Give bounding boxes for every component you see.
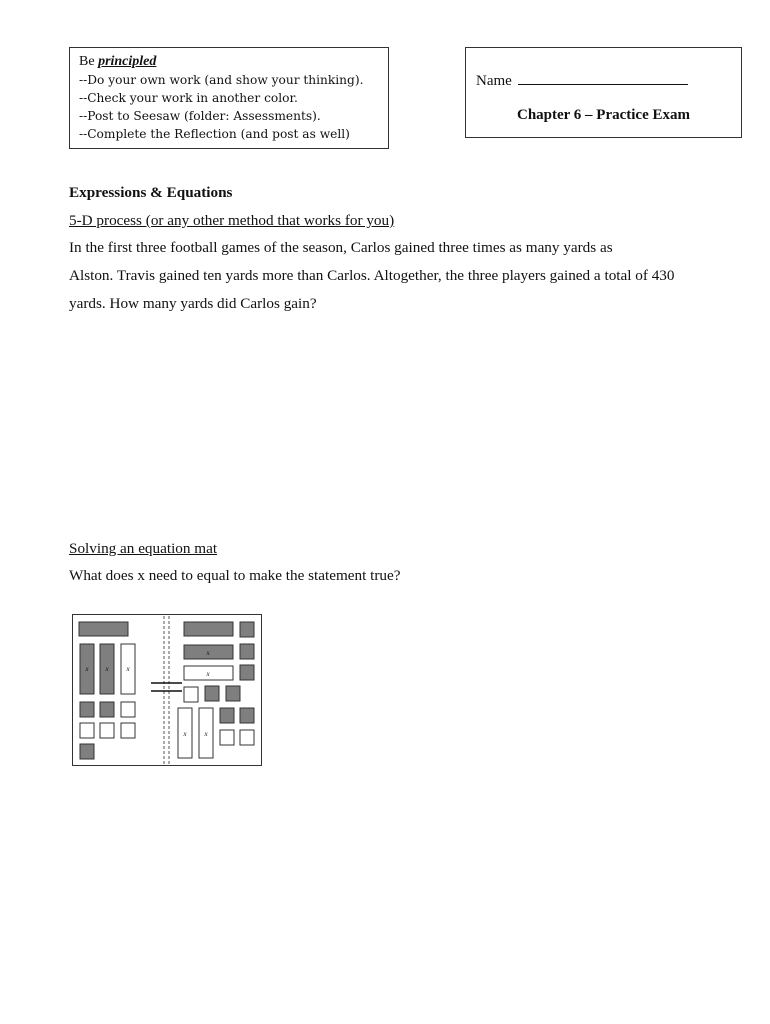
exam-title: Chapter 6 – Practice Exam [516,107,690,123]
x-label: x [204,730,208,738]
instruction-item: --Complete the Reflection (and post as well) [79,127,350,141]
instruction-item: --Do your own work (and show your thinking). [79,73,364,87]
x-label: x [206,670,210,678]
equation-mat [72,614,263,767]
mat-question: What does x need to equal to make the statement true? [69,567,401,584]
negative-unit-tile [100,702,114,717]
positive-unit-tile [220,730,234,745]
mat-subheading: Solving an equation mat [69,540,218,557]
positive-unit-tile [100,723,114,738]
long-negative-tile [79,622,128,636]
negative-unit-tile [205,686,219,701]
section-heading: Expressions & Equations [69,184,233,201]
x-label: x [126,665,130,673]
negative-unit-tile [240,622,254,637]
positive-unit-tile [121,702,135,717]
positive-unit-tile [80,723,94,738]
long-negative-tile [184,622,233,636]
negative-unit-tile [220,708,234,723]
problem-line: yards. How many yards did Carlos gain? [69,295,317,312]
x-label: x [206,649,210,657]
problem-line: Alston. Travis gained ten yards more than Carlos. Altogether, the three players gained a total of 430 [69,267,675,284]
instructions-title: Be principled [79,54,157,69]
x-label: x [183,730,187,738]
negative-unit-tile [80,702,94,717]
positive-unit-tile [121,723,135,738]
problem-line: In the first three football games of the season, Carlos gained three times as many yards as [69,239,613,256]
positive-unit-tile [184,687,198,702]
section-subheading: 5-D process (or any other method that works for you) [69,212,395,229]
negative-unit-tile [226,686,240,701]
name-label: Name [476,73,512,89]
name-line [476,72,688,90]
header-box [465,47,742,138]
negative-unit-tile [240,644,254,659]
x-label: x [105,665,109,673]
name-blank[interactable] [518,72,688,85]
negative-unit-tile [240,665,254,680]
instruction-item: --Check your work in another color. [79,91,298,105]
positive-unit-tile [240,730,254,745]
negative-unit-tile [80,744,94,759]
negative-unit-tile [240,708,254,723]
instruction-item: --Post to Seesaw (folder: Assessments). [79,109,321,123]
instructions-box [69,47,389,149]
x-label: x [85,665,89,673]
